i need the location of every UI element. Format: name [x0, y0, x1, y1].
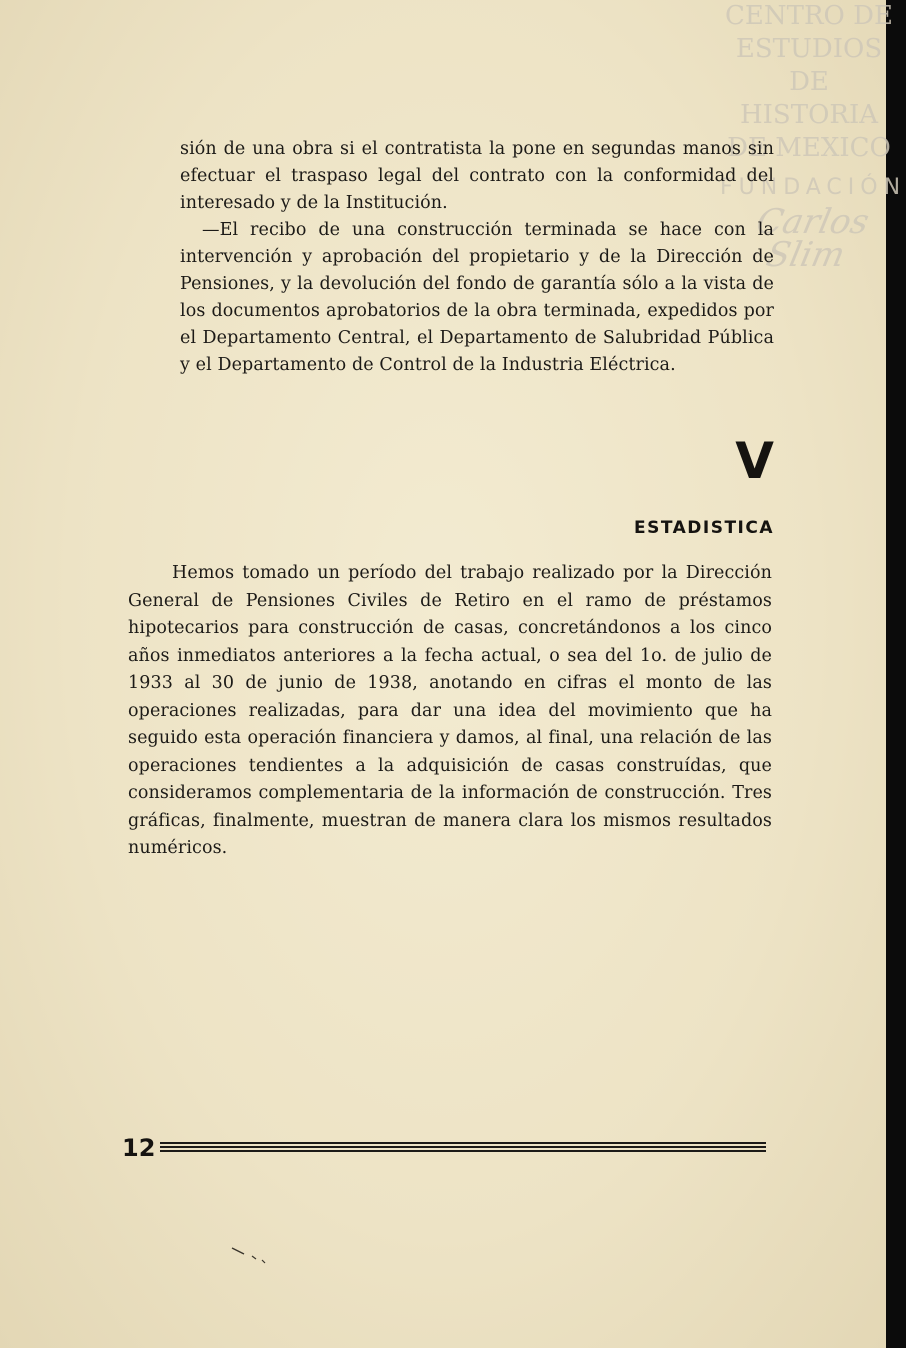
main-paragraph: Hemos tomado un período del trabajo realizado por la Dirección General de Pensiones Civiles de Retiro en el ramo de préstamos hipotecarios para construcción de casas, concretándonos a los cinco años inmediatos anteriores a la fecha actual, o sea del 1o. de julio de 1933 al 30 de junio de 1938, anotando en cifras el monto de las operaciones realizadas, para dar una idea del movimiento que ha seguido esta operación financiera y damos, al final, una relación de las operaciones tendientes a la adquisición de casas construídas, que consideramos complementaria de la información de construcción. Tres gráficas, finalmente, muestran de manera clara los mismos resultados numéricos. — [128, 563, 772, 858]
page-number: 12 — [122, 1134, 156, 1162]
footer-rule — [160, 1142, 766, 1154]
top-paragraph-2: —El recibo de una construcción terminada se hace con la intervención y aprobación del propietario y de la Dirección de Pensiones, y la devolución del fondo de garantía sólo a la vista de los documentos aprobatorios de la obra terminada, expedidos por el Departamento Central, el Departamento de Salubridad Pública y el Departamento de Control de la Industria Eléctrica. — [180, 220, 774, 375]
top-text-block — [180, 136, 774, 379]
watermark-signature: Carlos Slim — [752, 202, 873, 275]
watermark-line-2: ESTUDIOS — [735, 34, 883, 64]
watermark-line-3: DE HISTORIA — [739, 67, 879, 130]
watermark-line-4: DE MEXICO — [727, 133, 891, 163]
watermark-fundacion: FUNDACIÓN — [720, 175, 906, 200]
section-title: ESTADISTICA — [633, 518, 774, 538]
paper-specks — [230, 1244, 270, 1264]
watermark-line-1: CENTRO DE — [725, 1, 893, 31]
chapter-number: V — [735, 432, 774, 490]
top-paragraph-1: sión de una obra si el contratista la pone en segundas manos sin efectuar el traspaso legal del contrato con la conformidad del interesado y de la Institución. — [180, 139, 774, 213]
main-text-block — [128, 560, 772, 863]
